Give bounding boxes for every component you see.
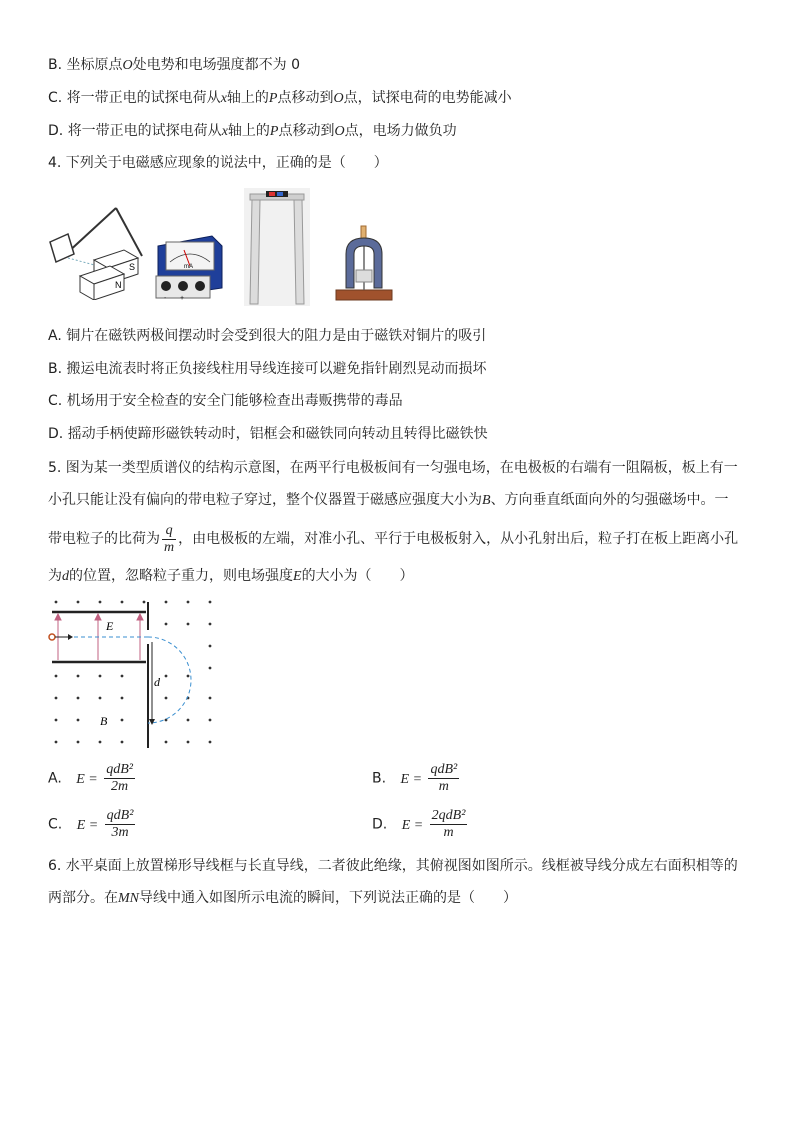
q5-stem-line1: 5. 图为某一类型质谱仪的结构示意图，在两平行电极板间有一匀强电场，在电极板的右端有一阻隔板，板上有一 xyxy=(48,460,738,476)
q6-stem-line2: 两部分。在MN导线中通入如图所示电流的瞬间，下列说法正确的是（ ） xyxy=(48,890,517,906)
option-label: C. xyxy=(48,816,63,833)
option-label: B. xyxy=(48,361,63,377)
option-label: C. xyxy=(48,90,63,106)
option-a-fraction: $\frac{\text{qdB²}}{2m}$ xyxy=(106,762,133,794)
q3-option-c: C. 将一带正电的试探电荷从x轴上的P点移动到O点，试探电荷的电势能减小 xyxy=(48,90,512,106)
q4-option-c: C. 机场用于安全检查的安全门能够检查出毒贩携带的毒品 xyxy=(48,393,403,409)
mass-spectrometer-figure xyxy=(44,594,220,750)
q3-option-d: D. 将一带正电的试探电荷从x轴上的P点移动到O点，电场力做负功 xyxy=(48,123,457,139)
ammeter-unit-label: mA xyxy=(184,264,193,270)
q4-option-d: D. 摇动手柄使蹄形磁铁转动时，铝框会和磁铁同向转动且转得比磁铁快 xyxy=(48,426,488,442)
option-label: A. xyxy=(48,328,62,344)
security-gate-figure xyxy=(244,188,310,306)
field-b-label: B xyxy=(100,714,108,728)
magnet-n-label: N xyxy=(115,280,122,290)
option-label: D. xyxy=(48,426,64,442)
magnet-s-label: S xyxy=(129,262,136,272)
option-c-fraction: $\frac{\text{qdB²}}{3m}$ xyxy=(106,808,134,840)
option-label: B. xyxy=(372,770,387,787)
q5-stem-line4: 为d的位置，忽略粒子重力，则电场强度E的大小为（ ） xyxy=(48,568,414,584)
q5-stem-line3: 带电粒子的比荷为 $\frac{q}{m}$ ，由电极板的左端，对准小孔、平行于电极板射入，从小孔射出后，粒子打在板上距离小孔 xyxy=(48,522,739,555)
particle xyxy=(49,634,55,640)
horseshoe-magnet-figure xyxy=(334,224,394,304)
magnetic-field-dots xyxy=(55,601,212,744)
q5-option-d: D. E = $\frac{\text{2qdB²}}{m}$ xyxy=(372,808,466,840)
option-label: D. xyxy=(48,123,64,139)
field-e-label: E xyxy=(106,619,114,633)
ammeter-minus-label: - xyxy=(164,295,167,302)
q5-option-b: B. E = $\frac{\text{qdB²}}{m}$ xyxy=(372,762,458,794)
q3-option-b: B. 坐标原点O处电势和电场强度都不为 0 xyxy=(48,57,300,73)
q6-stem-line1: 6. 水平桌面上放置梯形导线框与长直导线，二者彼此绝缘，其俯视图如图所示。线框被导线分成左右面积相等的 xyxy=(48,858,738,874)
option-label: A. xyxy=(48,770,62,787)
option-b-fraction: $\frac{\text{qdB²}}{m}$ xyxy=(430,762,458,794)
charge-mass-ratio: $\frac{q}{m}$ xyxy=(164,522,175,555)
option-label: C. xyxy=(48,393,63,409)
q4-stem: 4. 下列关于电磁感应现象的说法中，正确的是（ ） xyxy=(48,155,388,171)
ammeter-figure xyxy=(152,234,228,304)
option-label: D. xyxy=(372,816,388,833)
q5-option-c: C. E = $\frac{\text{qdB²}}{3m}$ xyxy=(48,808,134,840)
option-label: B. xyxy=(48,57,63,73)
q5-option-a: A. E = $\frac{\text{qdB²}}{2m}$ xyxy=(48,762,133,794)
q5-stem-line2: 小孔只能让没有偏向的带电粒子穿过，整个仪器置于磁感应强度大小为B、方向垂直纸面向外的匀强磁场中。一 xyxy=(48,492,729,508)
copper-pendulum-figure xyxy=(46,196,156,300)
option-d-fraction: $\frac{\text{2qdB²}}{m}$ xyxy=(431,808,466,840)
ammeter-plus-label: + xyxy=(180,295,185,302)
q4-option-a: A. 铜片在磁铁两极间摆动时会受到很大的阻力是由于磁铁对铜片的吸引 xyxy=(48,328,487,344)
distance-d-label: d xyxy=(154,675,160,689)
q4-option-b: B. 搬运电流表时将正负接线柱用导线连接可以避免指针剧烈晃动而损坏 xyxy=(48,361,487,377)
